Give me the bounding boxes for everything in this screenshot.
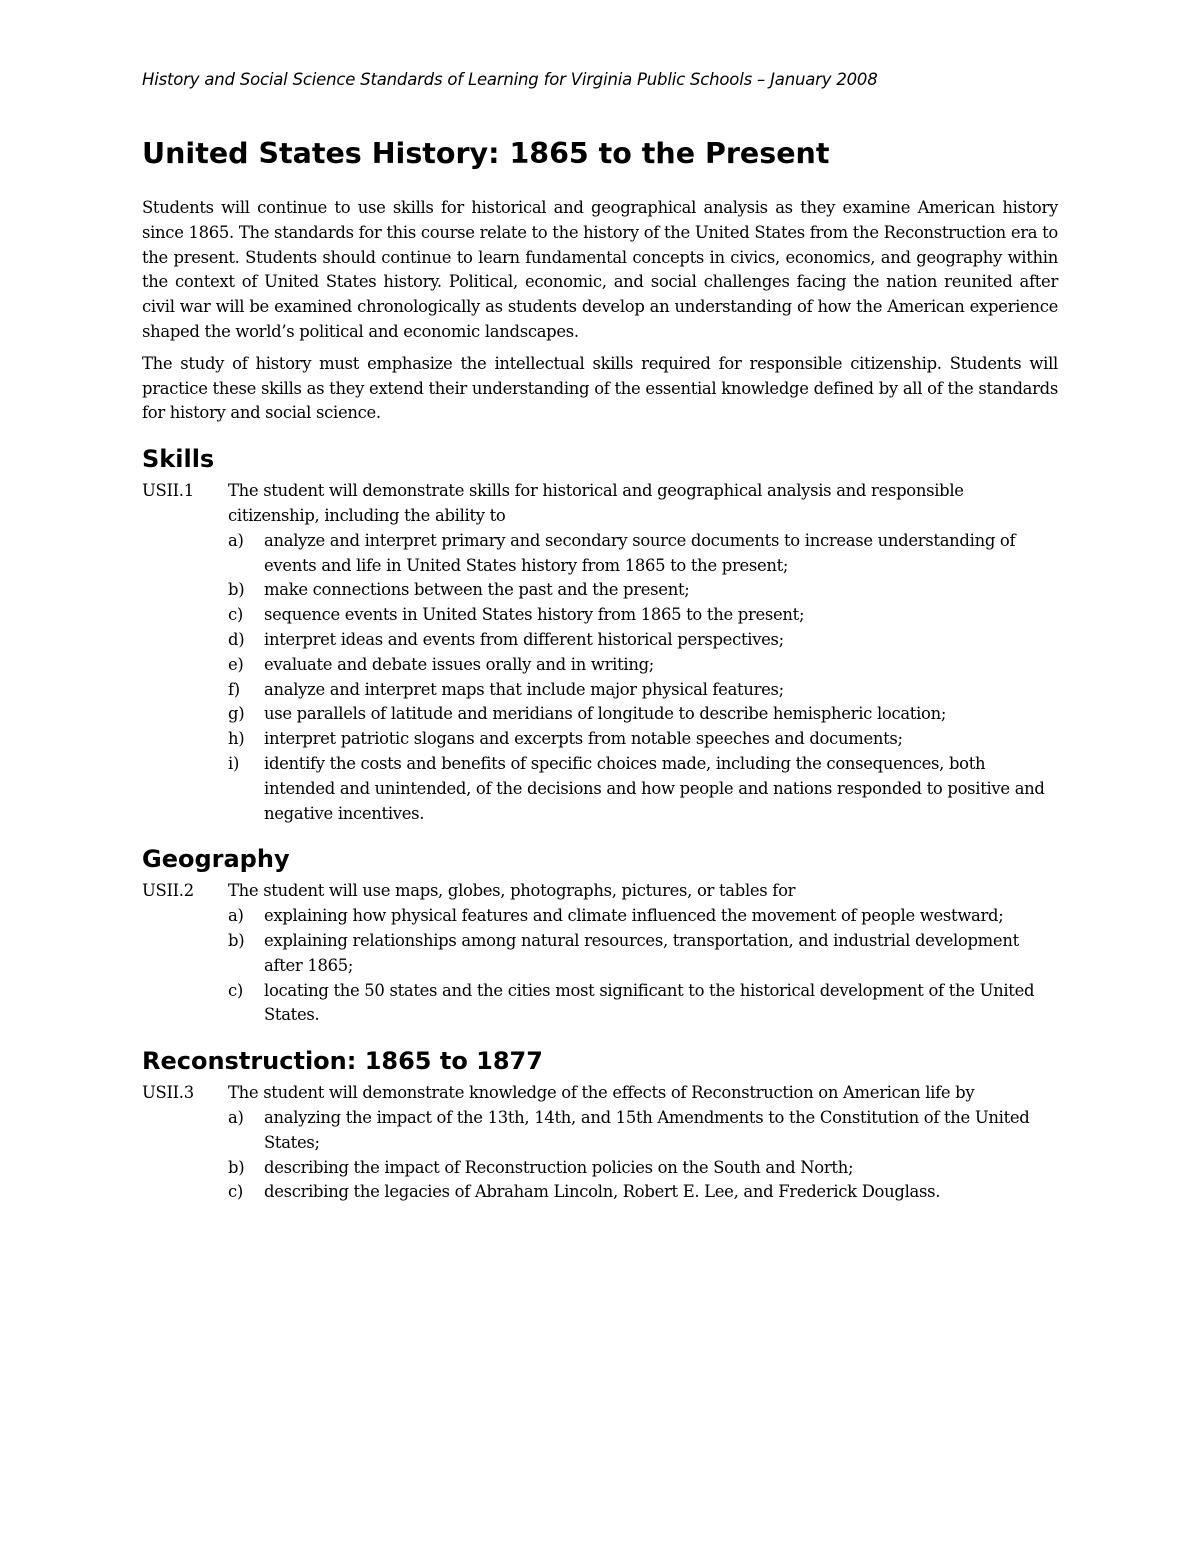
intro-paragraph-2: The study of history must emphasize the intellectual skills required for responsible citizenship. Students will practice these skills as they extend their understanding of the essential knowledge defined by all of the standards for history and social science. — [142, 353, 1058, 423]
standard-code: USII.2 — [142, 881, 194, 901]
item-letter: f) — [228, 679, 240, 699]
item-letter: a) — [228, 530, 244, 550]
list-item — [228, 1156, 1058, 1181]
item-letter: g) — [228, 704, 245, 724]
standard-body — [228, 1081, 1058, 1205]
list-item — [228, 727, 1058, 752]
item-text: describing the impact of Reconstruction policies on the South and North; — [264, 1157, 854, 1177]
item-text: sequence events in United States history from 1865 to the present; — [264, 605, 805, 625]
standard-block — [142, 1081, 1058, 1205]
item-text: explaining how physical features and climate influenced the movement of people westward; — [264, 906, 1004, 926]
running-header: History and Social Science Standards of Learning for Virginia Public Schools – January 2008 — [142, 70, 878, 89]
item-letter: c) — [228, 605, 243, 625]
standard-stem: The student will demonstrate knowledge of the effects of Reconstruction on American life by — [228, 1083, 975, 1103]
list-item — [228, 603, 1058, 628]
item-letter: i) — [228, 753, 240, 773]
section-heading: Geography — [142, 845, 290, 874]
item-letter: e) — [228, 654, 244, 674]
standard-block — [142, 879, 1058, 1028]
standard-code: USII.1 — [142, 481, 194, 501]
section-2 — [142, 1046, 1058, 1205]
standard-item-list — [228, 904, 1058, 1028]
standard-item-list — [228, 529, 1058, 827]
item-text: explaining relationships among natural resources, transportation, and industrial development after 1865; — [264, 930, 1019, 975]
intro-text — [142, 196, 1058, 426]
list-item — [228, 628, 1058, 653]
section-heading: Skills — [142, 445, 215, 474]
standard-stem: The student will use maps, globes, photographs, pictures, or tables for — [228, 881, 796, 901]
list-item — [228, 1180, 1058, 1205]
item-letter: b) — [228, 930, 245, 950]
list-item — [228, 678, 1058, 703]
item-text: describing the legacies of Abraham Lincoln, Robert E. Lee, and Frederick Douglass. — [264, 1182, 941, 1202]
list-item — [228, 979, 1058, 1029]
item-text: interpret ideas and events from different historical perspectives; — [264, 629, 784, 649]
standard-body — [228, 879, 1058, 1028]
item-text: identify the costs and benefits of specific choices made, including the consequences, both intended and unintended, of the decisions and how people and nations responded to positive and negative incentives. — [264, 753, 1045, 823]
list-item — [228, 752, 1058, 826]
item-text: analyze and interpret primary and secondary source documents to increase understanding of events and life in United States history from 1865 to the present; — [264, 530, 1016, 575]
item-letter: h) — [228, 729, 245, 749]
standard-item-list — [228, 1106, 1058, 1205]
section-heading: Reconstruction: 1865 to 1877 — [142, 1047, 543, 1076]
intro-paragraph-1: Students will continue to use skills for historical and geographical analysis as they examine American history since 1865. The standards for this course relate to the history of the United States from the Reconstruction era to the present. Students should continue to learn fundamental concepts in civics, economics, and geography within the context of United States history. Political, economic, and social challenges facing the nation reunited after civil war will be examined chronologically as students develop an understanding of how the American experience shaped the world’s political and economic landscapes. — [142, 198, 1058, 341]
standard-stem: The student will demonstrate skills for historical and geographical analysis and responsible citizenship, including the ability to — [228, 481, 964, 525]
item-letter: d) — [228, 629, 245, 649]
item-letter: b) — [228, 1157, 245, 1177]
list-item — [228, 1106, 1058, 1156]
item-text: make connections between the past and the present; — [264, 580, 690, 600]
list-item — [228, 653, 1058, 678]
item-letter: a) — [228, 1107, 244, 1127]
item-text: locating the 50 states and the cities most significant to the historical development of the United States. — [264, 980, 1035, 1025]
document-page — [142, 66, 1058, 1205]
list-item — [228, 702, 1058, 727]
list-item — [228, 578, 1058, 603]
item-letter: c) — [228, 980, 243, 1000]
list-item — [228, 929, 1058, 979]
standards-sections — [142, 444, 1058, 1205]
item-letter: a) — [228, 906, 244, 926]
standard-code: USII.3 — [142, 1083, 194, 1103]
item-text: interpret patriotic slogans and excerpts from notable speeches and documents; — [264, 729, 903, 749]
item-text: analyzing the impact of the 13th, 14th, and 15th Amendments to the Constitution of the United States; — [264, 1107, 1030, 1152]
page-title: United States History: 1865 to the Present — [142, 137, 830, 170]
item-text: evaluate and debate issues orally and in writing; — [264, 654, 655, 674]
item-letter: c) — [228, 1182, 243, 1202]
standard-block — [142, 479, 1058, 826]
item-text: analyze and interpret maps that include major physical features; — [264, 679, 784, 699]
standard-body — [228, 479, 1058, 826]
item-text: use parallels of latitude and meridians of longitude to describe hemispheric location; — [264, 704, 947, 724]
list-item — [228, 529, 1058, 579]
section-1 — [142, 844, 1058, 1028]
item-letter: b) — [228, 580, 245, 600]
section-0 — [142, 444, 1058, 826]
list-item — [228, 904, 1058, 929]
